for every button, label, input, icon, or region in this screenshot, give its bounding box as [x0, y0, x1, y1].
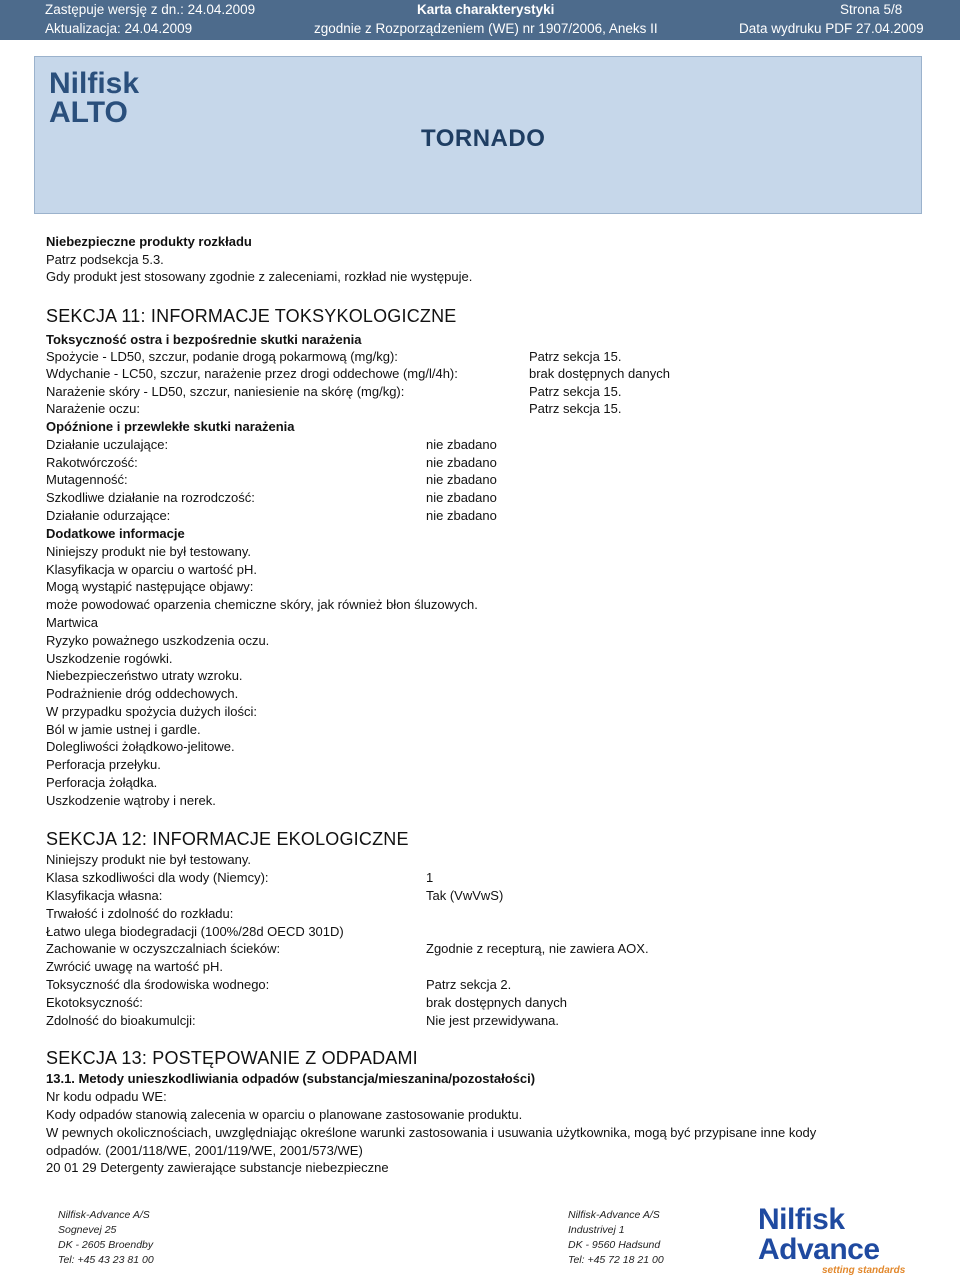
section-11-heading: SEKCJA 11: INFORMACJE TOKSYKOLOGICZNE: [46, 306, 457, 326]
chronic-row-value: nie zbadano: [426, 472, 497, 487]
eco-row-value: Zgodnie z recepturą, nie zawiera AOX.: [426, 941, 649, 956]
eco-row-label: Zdolność do bioakumulcji:: [46, 1013, 196, 1028]
eco-row-label: Zachowanie w oczyszczalniach ścieków:: [46, 941, 281, 956]
acute-row-label: Spożycie - LD50, szczur, podanie drogą pokarmową (mg/kg):: [46, 349, 398, 364]
eco-row-label: Zwrócić uwagę na wartość pH.: [46, 959, 224, 974]
additional-info-line: Uszkodzenie wątroby i nerek.: [46, 793, 216, 808]
chronic-row-label: Rakotwórczość:: [46, 455, 138, 470]
waste-line: W pewnych okolicznościach, uwzględniając określone warunki zastosowania i usuwania użytkownika, mogą być przypisane inne kody: [46, 1125, 817, 1140]
header-doc-type: Karta charakterystyki: [417, 2, 555, 17]
phone: Tel: +45 43 23 81 00: [58, 1254, 154, 1266]
chronic-row-value: nie zbadano: [426, 508, 497, 523]
eco-row-value: 1: [426, 870, 434, 885]
header-page-number: Strona 5/8: [840, 2, 903, 17]
waste-line: Kody odpadów stanowią zalecenia w oparciu o planowane zastosowanie produktu.: [46, 1107, 523, 1122]
eco-row-label: Klasa szkodliwości dla wody (Niemcy):: [46, 870, 269, 885]
product-name: TORNADO: [421, 125, 546, 152]
additional-info-line: może powodować oparzenia chemiczne skóry, jak również błon śluzowych.: [46, 597, 478, 612]
decomposition-title: Niebezpieczne produkty rozkładu: [46, 234, 252, 249]
eco-row-label: Toksyczność dla środowiska wodnego:: [46, 977, 270, 992]
additional-info-line: Ból w jamie ustnej i gardle.: [46, 722, 201, 737]
footer-address-hadsund: [568, 1208, 664, 1268]
logo-line-1: Nilfisk: [758, 1203, 845, 1236]
additional-info-line: Perforacja żołądka.: [46, 775, 158, 790]
eco-row-value: Nie jest przewidywana.: [426, 1013, 559, 1028]
chronic-row-value: nie zbadano: [426, 490, 497, 505]
additional-info-line: Mogą wystąpić następujące objawy:: [46, 579, 254, 594]
chronic-row-value: nie zbadano: [426, 455, 497, 470]
eco-row-label: Ekotoksyczność:: [46, 995, 143, 1010]
additional-info-line: Martwica: [46, 615, 99, 630]
nilfisk-advance-logo: [758, 1205, 918, 1280]
header-revision-date: Aktualizacja: 24.04.2009: [45, 21, 193, 36]
city: DK - 2605 Broendby: [58, 1239, 154, 1251]
logo-line-2: ALTO: [49, 96, 128, 129]
additional-info-line: Perforacja przełyku.: [46, 757, 161, 772]
waste-methods-title: 13.1. Metody unieszkodliwiania odpadów (substancja/mieszanina/pozostałości): [46, 1071, 536, 1086]
header-print-date: Data wydruku PDF 27.04.2009: [739, 21, 924, 36]
product-banner: [34, 56, 922, 214]
additional-info-line: Niniejszy produkt nie był testowany.: [46, 544, 251, 559]
footer-address-broendby: [58, 1208, 154, 1268]
acute-row-value: Patrz sekcja 15.: [529, 349, 622, 364]
acute-row-label: Wdychanie - LC50, szczur, narażenie przez drogi oddechowe (mg/l/4h):: [46, 366, 458, 381]
chronic-row-label: Działanie odurzające:: [46, 508, 171, 523]
street: Industrivej 1: [568, 1224, 625, 1236]
city: DK - 9560 Hadsund: [568, 1239, 661, 1251]
waste-line: odpadów. (2001/118/WE, 2001/119/WE, 2001/573/WE): [46, 1143, 363, 1158]
eco-row-value: Patrz sekcja 2.: [426, 977, 512, 992]
chronic-toxicity-title: Opóźnione i przewlekłe skutki narażenia: [46, 419, 295, 434]
waste-line: Nr kodu odpadu WE:: [46, 1089, 167, 1104]
additional-info-line: Dolegliwości żołądkowo-jelitowe.: [46, 739, 235, 754]
phone: Tel: +45 72 18 21 00: [568, 1254, 664, 1266]
additional-info-line: Klasyfikacja w oparciu o wartość pH.: [46, 562, 257, 577]
decomposition-ref: Patrz podsekcja 5.3.: [46, 252, 164, 267]
acute-row-value: brak dostępnych danych: [529, 366, 670, 381]
eco-row-value: brak dostępnych danych: [426, 995, 567, 1010]
logo-line-2: Advance: [758, 1233, 880, 1266]
chronic-row-label: Działanie uczulające:: [46, 437, 169, 452]
eco-row-label: Łatwo ulega biodegradacji (100%/28d OECD 301D): [46, 924, 344, 939]
eco-row-label: Klasyfikacja własna:: [46, 888, 163, 903]
additional-info-line: Podrażnienie dróg oddechowych.: [46, 686, 239, 701]
additional-info-line: Ryzyko poważnego uszkodzenia oczu.: [46, 633, 270, 648]
street: Sognevej 25: [58, 1224, 117, 1236]
section-12-heading: SEKCJA 12: INFORMACJE EKOLOGICZNE: [46, 829, 409, 849]
chronic-row-label: Mutagenność:: [46, 472, 128, 487]
company-name: Nilfisk-Advance A/S: [568, 1209, 660, 1221]
nilfisk-alto-logo: [49, 69, 139, 127]
company-name: Nilfisk-Advance A/S: [58, 1209, 150, 1221]
eco-row-value: Tak (VwVwS): [426, 888, 504, 903]
acute-row-value: Patrz sekcja 15.: [529, 384, 622, 399]
additional-info-line: Niebezpieczeństwo utraty wzroku.: [46, 668, 243, 683]
logo-tagline: setting standards: [822, 1265, 906, 1276]
additional-info-line: Uszkodzenie rogówki.: [46, 651, 173, 666]
acute-toxicity-title: Toksyczność ostra i bezpośrednie skutki narażenia: [46, 332, 362, 347]
header-regulation: zgodnie z Rozporządzeniem (WE) nr 1907/2006, Aneks II: [314, 21, 658, 36]
decomposition-note: Gdy produkt jest stosowany zgodnie z zaleceniami, rozkład nie występuje.: [46, 269, 473, 284]
acute-row-label: Narażenie skóry - LD50, szczur, naniesienie na skórę (mg/kg):: [46, 384, 405, 399]
section-13-heading: SEKCJA 13: POSTĘPOWANIE Z ODPADAMI: [46, 1048, 418, 1068]
acute-row-label: Narażenie oczu:: [46, 401, 140, 416]
eco-row-label: Trwałość i zdolność do rozkładu:: [46, 906, 234, 921]
eco-note: Niniejszy produkt nie był testowany.: [46, 852, 251, 867]
additional-info-line: W przypadku spożycia dużych ilości:: [46, 704, 257, 719]
waste-line: 20 01 29 Detergenty zawierające substancje niebezpieczne: [46, 1160, 389, 1175]
logo-line-1: Nilfisk: [49, 67, 140, 100]
header-supersedes: Zastępuje wersję z dn.: 24.04.2009: [45, 2, 256, 17]
chronic-row-label: Szkodliwe działanie na rozrodczość:: [46, 490, 255, 505]
chronic-row-value: nie zbadano: [426, 437, 497, 452]
document-header: [0, 0, 960, 40]
acute-row-value: Patrz sekcja 15.: [529, 401, 622, 416]
additional-info-title: Dodatkowe informacje: [46, 526, 185, 541]
